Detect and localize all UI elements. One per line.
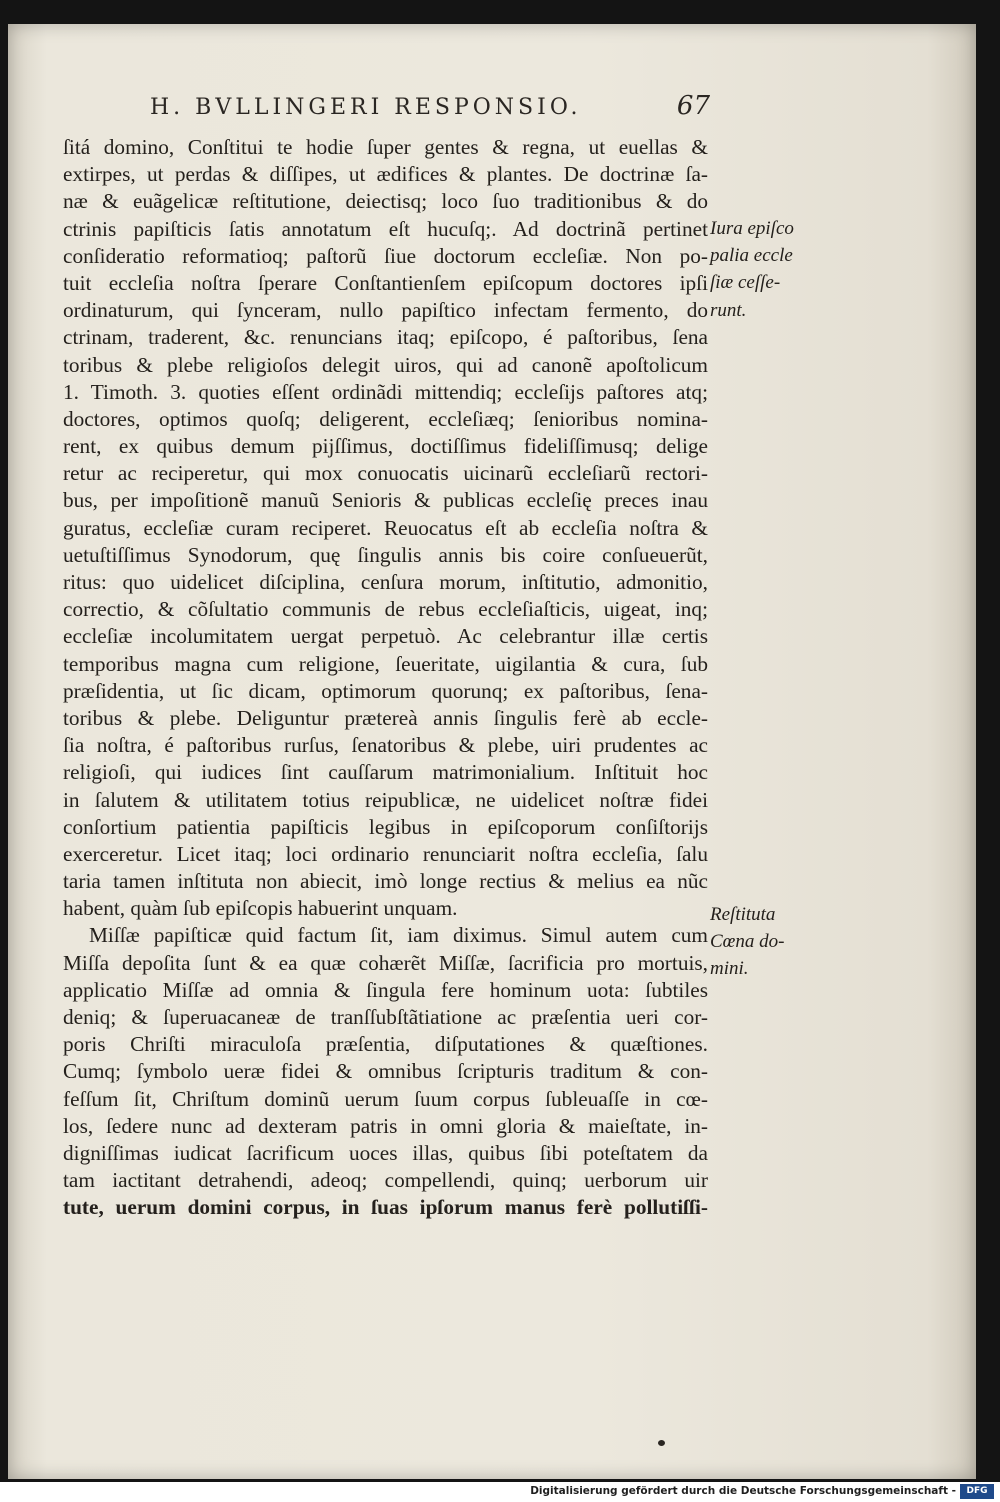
text-line: toribus & plebe. Deliguntur prætereà annis ſingulis ferè ab eccle- (63, 705, 708, 730)
text-line: tam iactitant detrahendi, adeoq; compellendi, quinq; uerborum uir (63, 1168, 708, 1193)
marginal-note-line: Cœna do- (710, 931, 785, 953)
page-number: 67 (676, 91, 710, 121)
text-line: bus, per impoſitionẽ manuũ Senioris & publicas eccleſię preces inau (63, 488, 708, 513)
text-line: tute, uerum domini corpus, in ſuas ipſorum manus ferè pollutiſſi- (63, 1195, 708, 1220)
text-line: extirpes, ut perdas & diſſipes, ut ædifices & plantes. De doctrinæ ſa- (63, 162, 708, 187)
text-line: 1. Timoth. 3. quoties eſſent ordinãdi mittendiq; eccleſijs paſtores atq; (63, 379, 708, 404)
text-line: correctio, & cõſultatio communis de rebus eccleſiaſticis, uigeat, inq; (63, 597, 708, 622)
text-line: habent, quàm ſub epiſcopis habuerint unquam. (63, 896, 458, 921)
text-line: conſortium patientia papiſticis legibus in epiſcoporum conſiſtorijs (63, 814, 708, 839)
text-line: ſia noſtra, é paſtoribus rurſus, ſenatoribus & plebe, uiri prudentes ac (63, 733, 708, 758)
text-line: feſſum ſit, Chriſtum dominũ uerum ſuum corpus ſubleuaſſe in cœ- (63, 1086, 708, 1111)
marginal-note-line: ſiæ ceſſe- (710, 272, 781, 294)
ink-speck (658, 1440, 665, 1446)
dfg-logo: DFG (960, 1484, 994, 1499)
text-line: ctrinam, traderent, &c. renuncians itaq; epiſcopo, é paſtoribus, ſena (63, 325, 708, 350)
text-line: Miſſæ papiſticæ quid factum ſit, iam diximus. Simul autem cum (89, 923, 708, 948)
text-line: eccleſiæ incolumitatem uergat perpetuò. Ac celebrantur illæ certis (63, 624, 708, 649)
marginal-note-line: Iura epiſco (710, 218, 794, 239)
text-line: ordinaturum, qui ſynceram, nullo papiſtico infectam fermento, do (63, 298, 708, 323)
text-line: ctrinis papiſticis ſatis annotatum eſt hucuſq;. Ad doctrinã pertinet (63, 216, 708, 241)
marginal-note-line: mini. (710, 958, 749, 980)
text-line: tuit eccleſia noſtra ſperare Conſtantienſem epiſcopum doctores ipſi (63, 270, 708, 295)
text-line: religioſi, qui iudices ſint cauſſarum matrimonialium. Inſtituit hoc (63, 760, 708, 785)
text-line: uetuſtiſſimus Synodorum, quę ſingulis annis bis coire conſueuerũt, (63, 542, 708, 567)
text-line: toribus & plebe religioſos delegit uiros, qui ad canonẽ apoſtolicum (63, 352, 708, 377)
marginal-note-line: Reſtituta (710, 904, 776, 925)
page-header (150, 91, 710, 129)
digitization-credit: Digitalisierung gefördert durch die Deutsche Forschungsgemeinschaft - (530, 1485, 956, 1497)
text-line: næ & euãgelicæ reſtitutione, deiectisq; loco ſuo traditionibus & do (63, 189, 708, 214)
text-line: præſidentia, ut ſic dicam, optimorum quorunq; ex paſtoribus, ſena- (63, 678, 708, 703)
marginal-note-iura-episcopalia (710, 215, 820, 324)
marginal-note-restituta-coena (710, 901, 820, 983)
text-line: ſitá domino, Conſtitui te hodie ſuper gentes & regna, ut euellas & (63, 135, 708, 159)
text-line: guratus, eccleſiæ curam reciperet. Reuocatus eſt ab eccleſia noſtra & (63, 515, 708, 540)
text-line: taria tamen inſtituta non abiecit, imò longe rectius & melius ea nũc (63, 869, 708, 894)
text-line: in ſalutem & utilitatem totius reipublicæ, ne uidelicet noſtræ fidei (63, 787, 708, 812)
body-text (63, 134, 708, 1222)
marginal-note-line: runt. (710, 299, 747, 321)
text-line: rent, ex quibus demum pijſſimus, doctiſſimus fideliſſimusq; delige (63, 434, 708, 459)
text-line: doctores, optimos quoſq; deligerent, eccleſiæq; ſenioribus nomina- (63, 406, 708, 431)
text-line: deniq; & ſuperuacaneæ de tranſſubſtãtiatione ac præſentia ueri cor- (63, 1005, 708, 1029)
text-line: applicatio Miſſæ ad omnia & ſingula fere hominum uota: ſubtiles (63, 977, 708, 1002)
text-line: poris Chriſti miraculoſa præſentia, diſputationes & quæſtiones. (63, 1032, 708, 1057)
text-line: exerceretur. Licet itaq; loci ordinario renunciarit noſtra eccleſia, ſalu (63, 841, 708, 866)
text-line: conſideratio reformatioq; paſtorũ ſiue doctorum eccleſiæ. Non po- (63, 243, 708, 268)
text-line: Cumq; ſymbolo ueræ fidei & omnibus ſcripturis traditum & con- (63, 1059, 708, 1084)
marginal-note-line: palia eccle (710, 245, 793, 267)
footer-bar (0, 1482, 1000, 1502)
running-head: H. BVLLINGERI RESPONSIO. (150, 95, 582, 120)
text-line: digniſſimas iudicat ſacrificum uoces illas, quibus ſibi poteſtatem da (63, 1140, 708, 1165)
text-line: Miſſa depoſita ſunt & ea quæ cohærẽt Miſſæ, ſacrificia pro mortuis, (63, 950, 708, 975)
text-line: retur ac reciperetur, qui mox conuocatis uicinarũ eccleſiarũ rectori- (63, 461, 708, 486)
text-line: ritus: quo uidelicet diſciplina, cenſura morum, inſtitutio, admonitio, (63, 570, 708, 594)
text-line: los, ſedere nunc ad dexteram patris in omni gloria & maieſtate, in- (63, 1113, 708, 1138)
text-line: temporibus magna cum religione, ſeueritate, uigilantia & cura, ſub (63, 651, 708, 676)
